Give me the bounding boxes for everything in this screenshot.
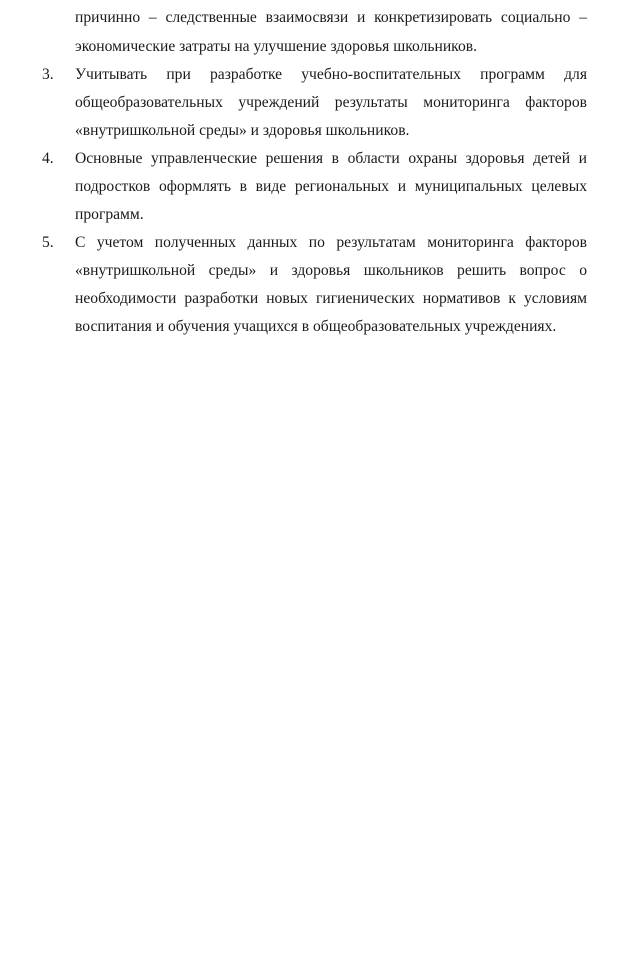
paragraph-line: программ. (75, 206, 144, 223)
paragraph-line: «внутришкольной среды» и здоровья школьников. (75, 122, 410, 139)
list-item-number: 3. (42, 66, 54, 83)
paragraph-line: Учитывать при разработке учебно-воспитательных программ для (75, 66, 587, 83)
list-item-number: 4. (42, 150, 54, 167)
paragraph-line: экономические затраты на улучшение здоровья школьников. (75, 38, 478, 55)
paragraph-line: общеобразовательных учреждений результаты мониторинга факторов (75, 94, 587, 111)
paragraph-line: «внутришкольной среды» и здоровья школьников решить вопрос о (75, 262, 587, 279)
list-item-number: 5. (42, 234, 54, 251)
paragraph-line: причинно – следственные взаимосвязи и конкретизировать социально – (75, 9, 587, 26)
paragraph-line: С учетом полученных данных по результатам мониторинга факторов (75, 234, 587, 251)
paragraph-line: Основные управленческие решения в области охраны здоровья детей и (75, 150, 587, 167)
paragraph-line: подростков оформлять в виде региональных и муниципальных целевых (75, 178, 587, 195)
paragraph-line: необходимости разработки новых гигиенических нормативов к условиям (75, 290, 587, 307)
paragraph-line: воспитания и обучения учащихся в общеобразовательных учреждениях. (75, 318, 557, 335)
